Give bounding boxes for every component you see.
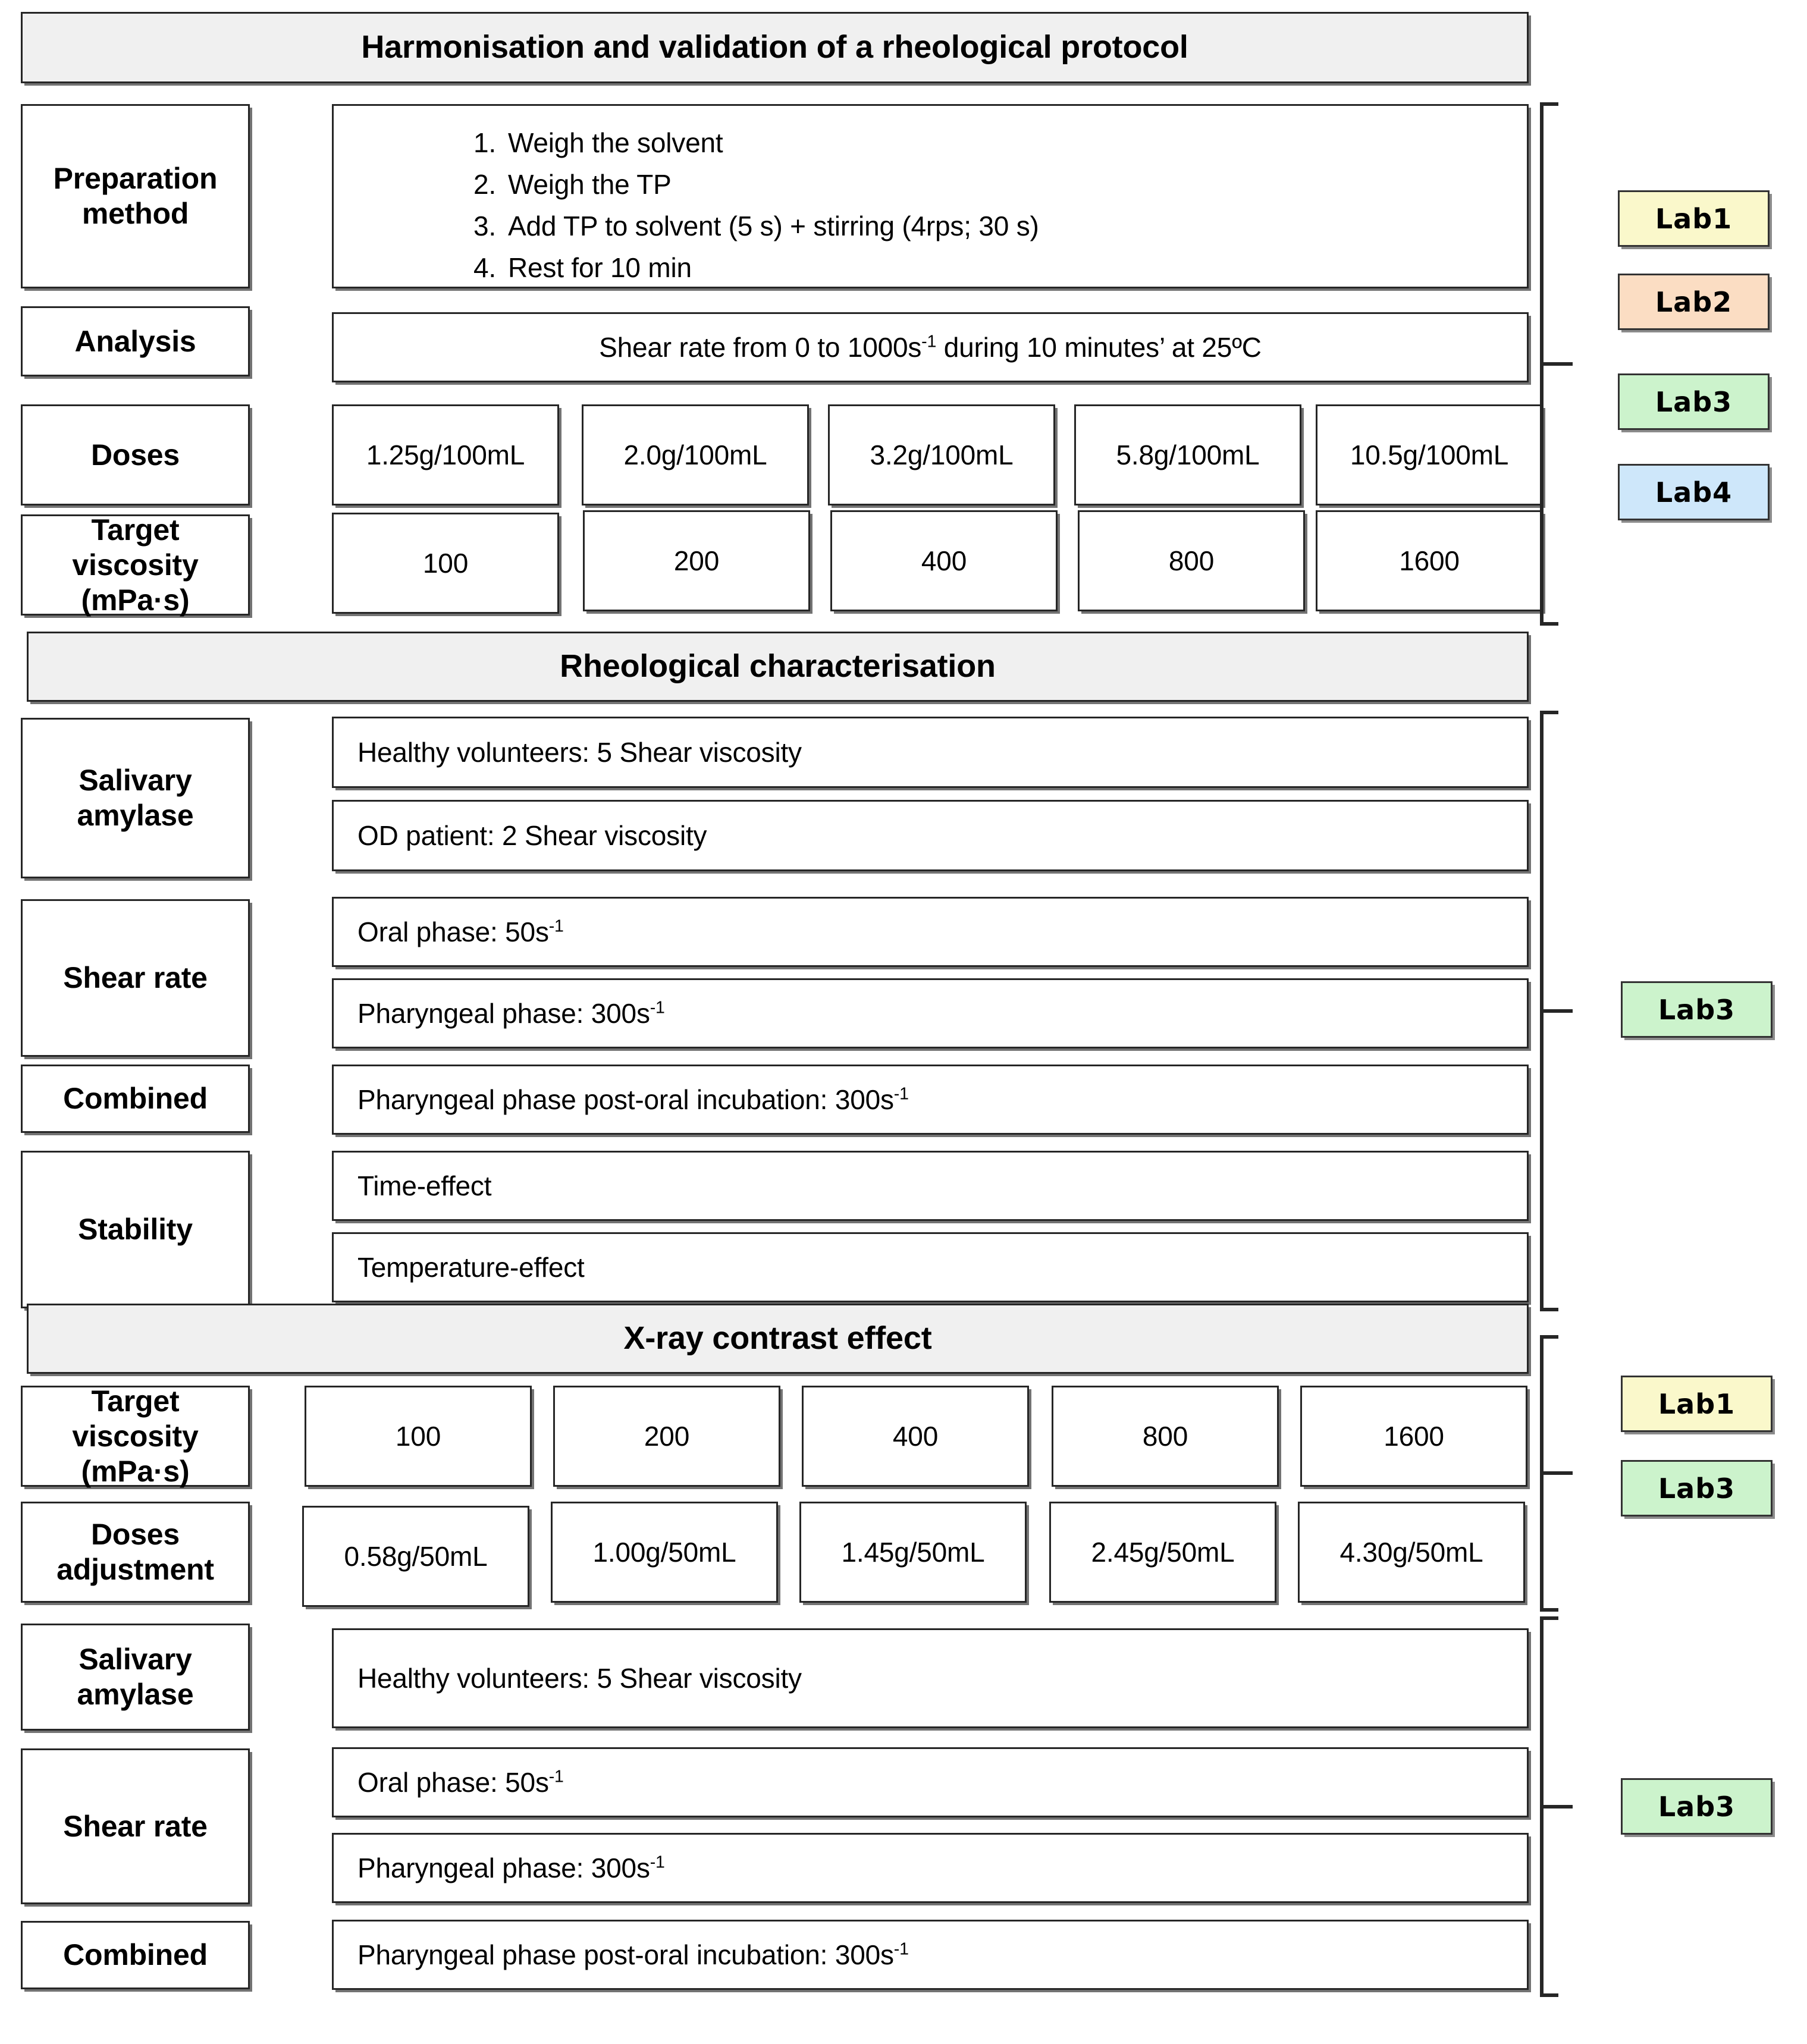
list-item — [334, 164, 1039, 206]
bracket-harmonisation — [1538, 102, 1604, 626]
row-label-text: Shear rate — [63, 1809, 208, 1843]
step-text: Rest for 10 min — [508, 252, 692, 283]
lab-badge-label: Lab3 — [1658, 1472, 1736, 1505]
cell-text: 1.45g/50mL — [841, 1536, 985, 1568]
doses-adjustment-cell-1 — [302, 1506, 529, 1607]
xray-target-viscosity-cell-2 — [553, 1386, 780, 1487]
cell-text: 1.00g/50mL — [592, 1536, 736, 1568]
analysis-content — [332, 312, 1529, 382]
cell-text: 100 — [395, 1420, 441, 1452]
doses-adjustment-cell-2 — [551, 1502, 778, 1603]
section-title-text: Rheological characterisation — [560, 648, 996, 685]
row-label-line1: Preparation — [53, 162, 218, 195]
cell-text: 4.30g/50mL — [1339, 1536, 1483, 1568]
xray-salivary-amylase-line-1 — [332, 1628, 1529, 1728]
salivary-amylase-line-1 — [332, 717, 1529, 788]
doses-adjustment-cell-3 — [799, 1502, 1027, 1603]
shear-rate-line-2 — [332, 978, 1529, 1048]
line-text: Oral phase: $50s^{-1}$ — [357, 916, 564, 947]
target-viscosity-cell-5 — [1316, 510, 1543, 611]
lab-badge-lab4[interactable] — [1618, 464, 1770, 520]
lab-badge-label: Lab3 — [1655, 385, 1733, 418]
section-header-xray — [27, 1304, 1529, 1374]
line-text: Pharyngeal phase: $300s^{-1}$ — [357, 997, 665, 1029]
row-label-combined — [21, 1065, 250, 1133]
xray-shear-rate-line-1 — [332, 1747, 1529, 1817]
xray-combined-line-1 — [332, 1920, 1529, 1990]
doses-cell-2 — [582, 404, 809, 505]
combined-line-1 — [332, 1065, 1529, 1135]
lab-badge-xray-lab3-top[interactable] — [1621, 1460, 1773, 1516]
line-text: OD patient: 2 Shear viscosity — [357, 820, 707, 851]
row-label-doses — [21, 404, 250, 505]
row-label-text: Analysis — [74, 324, 196, 358]
row-label-line2: adjustment — [57, 1553, 214, 1586]
xray-target-viscosity-cell-5 — [1300, 1386, 1527, 1487]
stability-line-2 — [332, 1232, 1529, 1302]
row-label-line2: (mPa·s) — [81, 1454, 190, 1488]
target-viscosity-cell-4 — [1078, 510, 1305, 611]
section-header-rheological — [27, 632, 1529, 702]
cell-text: 3.2g/100mL — [870, 439, 1014, 470]
row-label-xray-combined — [21, 1921, 250, 1989]
row-label-text: Stability — [78, 1213, 193, 1246]
preparation-steps-list — [334, 106, 1039, 289]
doses-adjustment-cell-4 — [1049, 1502, 1276, 1603]
cell-text: 400 — [921, 545, 967, 576]
row-label-salivary-amylase — [21, 718, 250, 878]
row-label-line2: (mPa·s) — [81, 583, 190, 617]
lab-badge-label: Lab1 — [1655, 202, 1733, 235]
cell-text: 1600 — [1399, 545, 1460, 576]
bracket-xray-top — [1538, 1335, 1604, 1612]
list-item — [334, 206, 1039, 247]
step-text: Weigh the solvent — [508, 127, 723, 158]
doses-cell-1 — [332, 404, 559, 505]
row-label-text: Doses — [90, 438, 180, 472]
row-label-text: Shear rate — [63, 961, 208, 994]
bracket-rheological — [1538, 711, 1604, 1311]
step-text: Add TP to solvent (5 s) + stirring (4rps; 30 s) — [508, 210, 1039, 241]
list-item — [334, 123, 1039, 164]
line-text: Pharyngeal phase post-oral incubation: $300s^{-1}$ — [357, 1084, 909, 1115]
line-text: Temperature-effect — [357, 1251, 585, 1283]
cell-text: 100 — [422, 547, 469, 579]
line-text: Healthy volunteers: 5 Shear viscosity — [357, 1662, 802, 1694]
row-label-target-viscosity — [21, 514, 250, 616]
lab-badge-label: Lab4 — [1655, 476, 1733, 508]
lab-badge-label: Lab1 — [1658, 1387, 1736, 1420]
row-label-xray-shear-rate — [21, 1748, 250, 1904]
lab-badge-lab1[interactable] — [1618, 190, 1770, 247]
step-number: 3. — [473, 210, 496, 241]
line-text: Pharyngeal phase post-oral incubation: $300s^{-1}$ — [357, 1939, 909, 1970]
section-header-harmonisation — [21, 12, 1529, 83]
step-text: Weigh the TP — [508, 168, 672, 200]
lab-badge-label: Lab3 — [1658, 1790, 1736, 1823]
target-viscosity-cell-2 — [583, 510, 810, 611]
target-viscosity-cell-1 — [332, 513, 559, 614]
cell-text: 0.58g/50mL — [344, 1540, 488, 1572]
cell-text: 1600 — [1384, 1420, 1444, 1452]
stability-line-1 — [332, 1151, 1529, 1221]
shear-rate-line-1 — [332, 897, 1529, 967]
cell-text: 5.8g/100mL — [1116, 439, 1260, 470]
xray-target-viscosity-cell-1 — [305, 1386, 532, 1487]
row-label-shear-rate — [21, 899, 250, 1057]
lab-badge-label: Lab2 — [1655, 285, 1733, 318]
row-label-text: Combined — [63, 1938, 208, 1971]
cell-text: 1.25g/100mL — [366, 439, 525, 470]
lab-badge-xray-lab3-bottom[interactable] — [1621, 1778, 1773, 1835]
cell-text: 10.5g/100mL — [1350, 439, 1509, 470]
step-number: 4. — [473, 252, 496, 283]
step-number: 2. — [473, 168, 496, 200]
line-text: Healthy volunteers: 5 Shear viscosity — [357, 736, 802, 768]
cell-text: 400 — [892, 1420, 939, 1452]
cell-text: 200 — [644, 1420, 690, 1452]
target-viscosity-cell-3 — [830, 510, 1058, 611]
analysis-text: Shear rate from 0 to $1000s^{-1}$ during 10 minutes’ at 25ºC — [599, 331, 1262, 363]
line-text: Oral phase: $50s^{-1}$ — [357, 1766, 564, 1798]
row-label-doses-adjustment — [21, 1502, 250, 1603]
section-title-text: Harmonisation and validation of a rheological protocol — [361, 29, 1188, 65]
step-number: 1. — [473, 127, 496, 158]
row-label-line1: Doses — [90, 1518, 180, 1551]
row-label-text: Combined — [63, 1082, 208, 1115]
doses-cell-5 — [1316, 404, 1543, 505]
row-label-line1: Target viscosity — [72, 513, 199, 582]
cell-text: 800 — [1142, 1420, 1188, 1452]
doses-adjustment-cell-5 — [1298, 1502, 1525, 1603]
line-text: Time-effect — [357, 1170, 492, 1201]
row-label-line2: amylase — [77, 799, 194, 832]
lab-badge-lab3[interactable] — [1618, 373, 1770, 430]
list-item — [334, 247, 1039, 289]
xray-shear-rate-line-2 — [332, 1833, 1529, 1903]
xray-target-viscosity-cell-4 — [1052, 1386, 1279, 1487]
xray-target-viscosity-cell-3 — [802, 1386, 1029, 1487]
row-label-line1: Target viscosity — [72, 1384, 199, 1453]
row-label-line1: Salivary — [79, 1643, 192, 1676]
preparation-method-content — [332, 104, 1529, 288]
row-label-analysis — [21, 306, 250, 376]
doses-cell-4 — [1074, 404, 1301, 505]
cell-text: 2.0g/100mL — [623, 439, 767, 470]
section-title-text: X-ray contrast effect — [623, 1320, 932, 1357]
row-label-line1: Salivary — [79, 764, 192, 797]
lab-badge-rheological-lab3[interactable] — [1621, 981, 1773, 1038]
row-label-line2: method — [81, 197, 189, 230]
line-text: Pharyngeal phase: $300s^{-1}$ — [357, 1852, 665, 1883]
row-label-xray-target-viscosity — [21, 1386, 250, 1487]
lab-badge-lab2[interactable] — [1618, 274, 1770, 330]
doses-cell-3 — [828, 404, 1055, 505]
cell-text: 800 — [1168, 545, 1215, 576]
lab-badge-label: Lab3 — [1658, 993, 1736, 1026]
row-label-stability — [21, 1151, 250, 1308]
lab-badge-xray-lab1[interactable] — [1621, 1376, 1773, 1432]
cell-text: 200 — [673, 545, 720, 576]
cell-text: 2.45g/50mL — [1091, 1536, 1235, 1568]
row-label-preparation-method — [21, 104, 250, 288]
bracket-xray-bottom — [1538, 1616, 1604, 1997]
row-label-xray-salivary-amylase — [21, 1624, 250, 1731]
salivary-amylase-line-2 — [332, 800, 1529, 871]
row-label-line2: amylase — [77, 1678, 194, 1711]
